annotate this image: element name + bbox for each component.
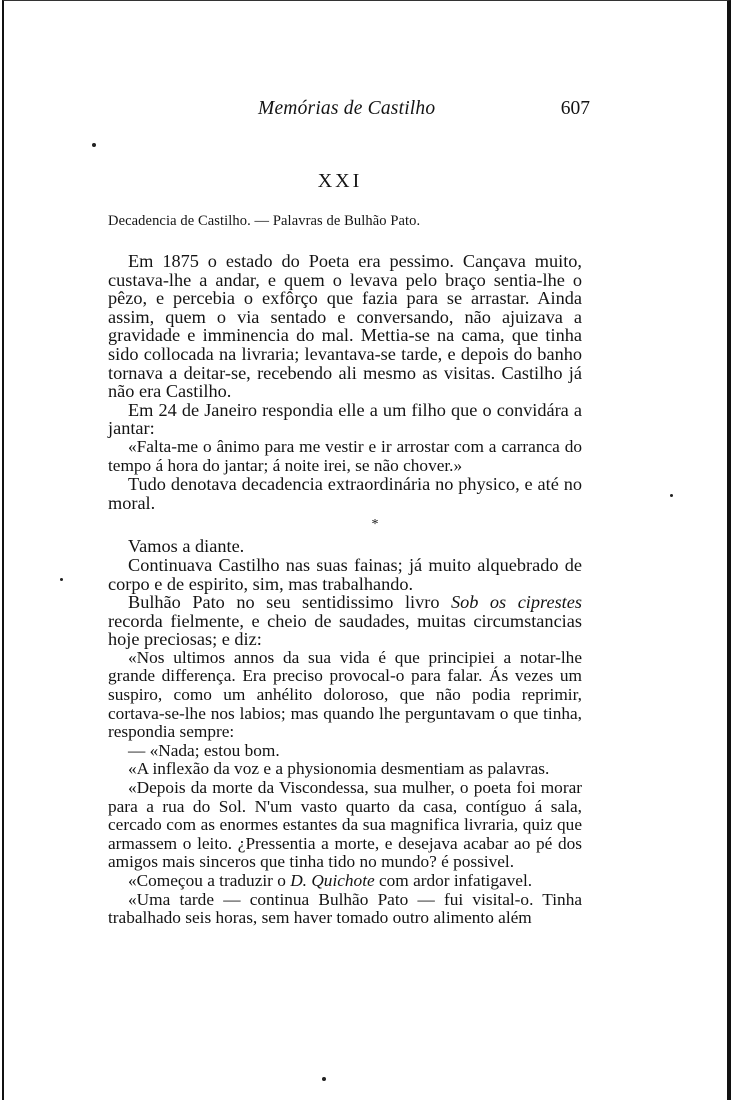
book-title: Sob os ciprestes [450,592,582,613]
ink-speck [60,578,63,581]
paragraph: Continuava Castilho nas suas fainas; já muito alquebrado de corpo e de espirito, sim, mas trabalhando. [108,554,582,594]
quotation [108,872,582,891]
quotation: «Uma tarde — continua Bulhão Pato — fui visital-o. Tinha trabalhado seis horas, sem haver tomado outro alimento além [108,889,582,928]
paragraph: Em 24 de Janeiro respondia elle a um filho que o convidára a jantar: [108,399,582,439]
chapter-number: XXI [317,170,363,192]
paragraph-text: com ardor infatigavel. [374,871,533,890]
quotation: «A inflexão da voz e a physionomia desmentiam as palavras. [128,759,550,779]
quotation: — «Nada; estou bom. [128,740,280,760]
body-text [108,252,582,928]
section-break: * [371,517,379,533]
paragraph-text: Bulhão Pato no seu sentidissimo livro [128,592,451,613]
ink-speck [670,494,673,497]
paragraph: Em 1875 o estado do Poeta era pessimo. Cançava muito, custava-lhe a andar, e quem o levava pelo braço sentia-lhe o pêzo, e percebia o exfôrço que fazia para se arrastar. Ainda assim, quem o via sentado e conversando, não ajuizava a gravidade e imminencia do mal. Mettia-se na cama, que tinha sido collocada na livraria; levantava-se tarde, e depois do banho tornava a deitar-se, recebendo ali mesmo as visitas. Castilho já não era Castilho. [108,251,582,402]
ink-speck [322,1077,326,1081]
paragraph [108,593,582,649]
ink-speck [92,143,96,147]
running-title: Memórias de Castilho [258,98,436,119]
paragraph-text: «Começou a traduzir o [128,871,291,890]
chapter-summary: Decadencia de Castilho. — Palavras de Bulhão Pato. [108,213,421,229]
quotation: «Depois da morte da Viscondessa, sua mulher, o poeta foi morar para a rua do Sol. N'um vasto quarto da casa, contíguo á sala, cercado com as enormes estantes da sua magnifica livraria, quiz que armassem o leito. ¿Pressentia a morte, e desejava acabar ao pé dos amigos mais sinceros que tinha tido no mundo? é possivel. [108,778,582,872]
paragraph: Vamos a diante. [128,536,245,557]
quoted-letter: «Falta-me o ânimo para me vestir e ir arrostar com a carranca do tempo á hora do jantar; á noite irei, se não chover.» [108,436,582,475]
page-number: 607 [560,98,590,119]
paragraph: Tudo denotava decadencia extraordinária no physico, e até no moral. [108,474,582,513]
paragraph-text: recorda fielmente, e cheio de saudades, muitas circumstancias hoje preciosas; e diz: [108,610,582,650]
running-head [108,98,590,128]
book-title: D. Quichote [290,871,375,890]
quotation: «Nos ultimos annos da sua vida é que principiei a notar-lhe grande differença. Era preciso provocal-o para falar. Ás vezes um suspiro, como um anhélito doloroso, que não podia reprimir, cortava-se-lhe nos labios; mas quando lhe perguntavam o que tinha, respondia sempre: [108,647,582,742]
